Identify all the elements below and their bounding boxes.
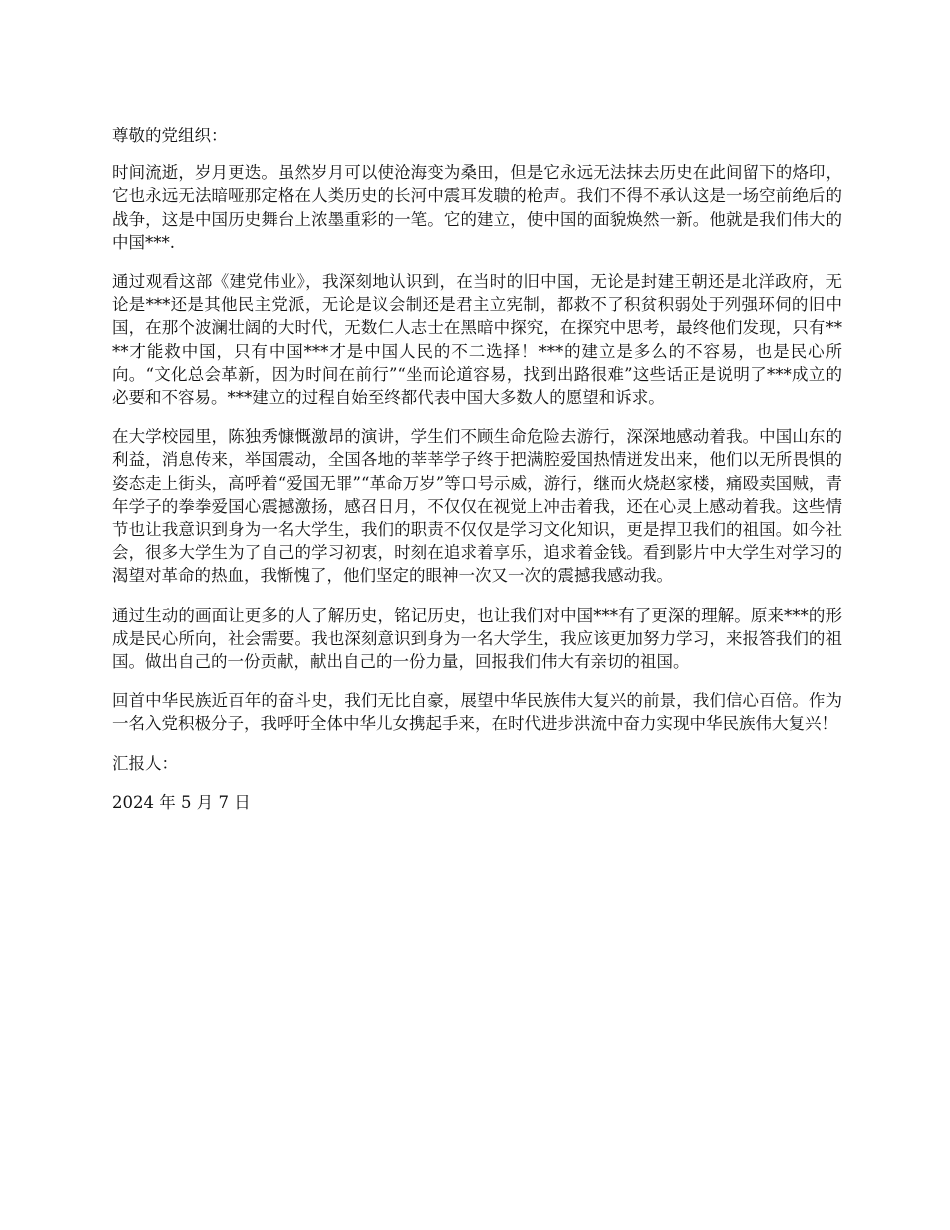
document-body xyxy=(112,124,842,830)
report-date: 2024 年 5 月 7 日 xyxy=(112,792,251,812)
paragraph-4: 通过生动的画面让更多的人了解历史，铭记历史，也让我们对中国***有了更深的理解。原来***的形成是民心所向，社会需要。我也深刻意识到身为一名大学生，我应该更加努力学习，来报答我们的祖国。做出自己的一份贡献，献出自己的一份力量，回报我们伟大有亲切的祖国。 xyxy=(112,605,842,672)
paragraph-2: 通过观看这部《建党伟业》，我深刻地认识到，在当时的旧中国，无论是封建王朝还是北洋政府，无论是***还是其他民主党派，无论是议会制还是君主立宪制，都救不了积贫积弱处于列强环伺的旧中国，在那个波澜壮阔的大时代，无数仁人志士在黑暗中探究，在探究中思考，最终他们发现，只有****才能救中国，只有中国***才是中国人民的不二选择！***的建立是多么的不容易，也是民心所向。“文化总会革新，因为时间在前行”“坐而论道容易，找到出路很难”这些话正是说明了***成立的必要和不容易。***建立的过程自始至终都代表中国大多数人的愿望和诉求。 xyxy=(112,272,842,408)
salutation: 尊敬的党组织： xyxy=(112,126,228,145)
paragraph-5: 回首中华民族近百年的奋斗史，我们无比自豪，展望中华民族伟大复兴的前景，我们信心百倍。作为一名入党积极分子，我呼吁全体中华儿女携起手来，在时代进步洪流中奋力实现中华民族伟大复兴！ xyxy=(112,691,842,734)
paragraph-1: 时间流逝，岁月更迭。虽然岁月可以使沧海变为桑田，但是它永远无法抹去历史在此间留下的烙印，它也永远无法暗哑那定格在人类历史的长河中震耳发聩的枪声。我们不得不承认这是一场空前绝后的战争，这是中国历史舞台上浓墨重彩的一笔。它的建立，使中国的面貌焕然一新。他就是我们伟大的中国***. xyxy=(112,163,842,252)
signature-label: 汇报人： xyxy=(112,753,178,773)
paragraph-3: 在大学校园里，陈独秀慷慨激昂的演讲，学生们不顾生命危险去游行，深深地感动着我。中国山东的利益，消息传来，举国震动，全国各地的莘莘学子终于把满腔爱国热情迸发出来，他们以无所畏惧的姿态走上街头，高呼着“爱国无罪”“革命万岁”等口号示威，游行，继而火烧赵家楼，痛殴卖国贼，青年学子的拳拳爱国心震撼激扬，感召日月，不仅仅在视觉上冲击着我，还在心灵上感动着我。这些情节也让我意识到身为一名大学生，我们的职责不仅仅是学习文化知识，更是捍卫我们的祖国。如今社会，很多大学生为了自己的学习初衷，时刻在追求着享乐，追求着金钱。看到影片中大学生对学习的渴望对革命的热血，我惭愧了，他们坚定的眼神一次又一次的震撼我感动我。 xyxy=(112,427,842,586)
